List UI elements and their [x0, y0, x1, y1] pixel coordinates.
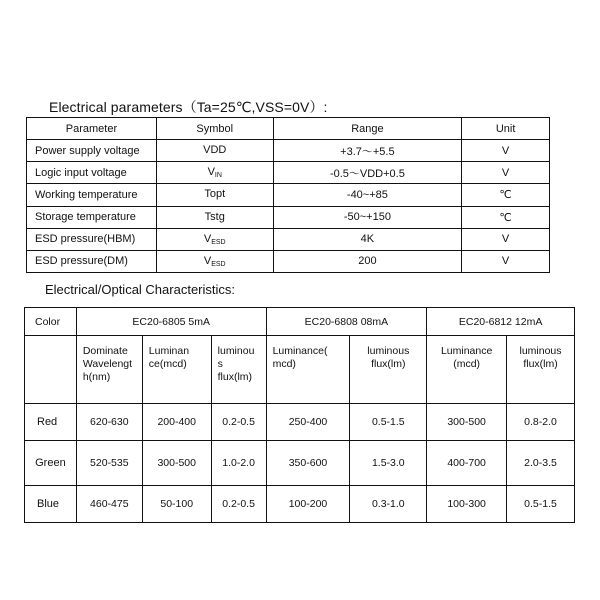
- symbol-cell: VDD: [156, 140, 273, 162]
- optical-characteristics-title: Electrical/Optical Characteristics:: [45, 282, 235, 297]
- subheader-cell: Luminan ce(mcd): [142, 336, 211, 404]
- table-row: [27, 228, 550, 250]
- value-cell: 460-475: [76, 486, 142, 523]
- param-cell: Working temperature: [27, 184, 157, 206]
- value-cell: 0.3-1.0: [350, 486, 427, 523]
- unit-cell: ℃: [462, 184, 550, 206]
- value-cell: 300-500: [142, 441, 211, 486]
- value-cell: 520-535: [76, 441, 142, 486]
- range-cell: 4K: [273, 228, 462, 250]
- electrical-parameters-table: [26, 117, 550, 273]
- symbol-cell: $V_{IN}$: [156, 162, 273, 184]
- range-cell: -50~+150: [273, 206, 462, 228]
- param-cell: Power supply voltage: [27, 140, 157, 162]
- value-cell: 200-400: [142, 404, 211, 441]
- group-header: EC20-6812 12mA: [427, 308, 575, 336]
- value-cell: 2.0-3.5: [507, 441, 575, 486]
- value-cell: 400-700: [427, 441, 507, 486]
- header-symbol: Symbol: [156, 118, 273, 140]
- value-cell: 100-300: [427, 486, 507, 523]
- group-header: EC20-6808 08mA: [266, 308, 427, 336]
- subheader-row: [25, 336, 575, 404]
- color-cell: Green: [25, 441, 77, 486]
- group-header-row: [25, 308, 575, 336]
- subheader-cell: luminou s flux(lm): [211, 336, 266, 404]
- optical-characteristics-table: [24, 307, 575, 523]
- electrical-parameters-title: Electrical parameters（Ta=25℃,VSS=0V）:: [49, 99, 328, 115]
- range-cell: -0.5～VDD+0.5: [273, 162, 462, 184]
- table-row: [25, 441, 575, 486]
- range-cell: +3.7～+5.5: [273, 140, 462, 162]
- value-cell: 620-630: [76, 404, 142, 441]
- value-cell: 0.8-2.0: [507, 404, 575, 441]
- subheader-cell: Dominate Wavelengt h(nm): [76, 336, 142, 404]
- group-header: EC20-6805 5mA: [76, 308, 266, 336]
- header-parameter: Parameter: [27, 118, 157, 140]
- value-cell: 350-600: [266, 441, 350, 486]
- value-cell: 0.2-0.5: [211, 486, 266, 523]
- subheader-cell: luminous flux(lm): [350, 336, 427, 404]
- symbol-cell: Topt: [156, 184, 273, 206]
- subheader-cell: Luminance( mcd): [266, 336, 350, 404]
- header-range: Range: [273, 118, 462, 140]
- range-cell: -40~+85: [273, 184, 462, 206]
- value-cell: 1.0-2.0: [211, 441, 266, 486]
- param-cell: Logic input voltage: [27, 162, 157, 184]
- value-cell: 0.2-0.5: [211, 404, 266, 441]
- symbol-cell: $V_{ESD}$: [156, 228, 273, 250]
- unit-cell: V: [462, 140, 550, 162]
- value-cell: 0.5-1.5: [350, 404, 427, 441]
- empty-cell: [25, 336, 77, 404]
- value-cell: 300-500: [427, 404, 507, 441]
- table-header-row: [27, 118, 550, 140]
- unit-cell: V: [462, 250, 550, 272]
- table-row: [27, 140, 550, 162]
- value-cell: 50-100: [142, 486, 211, 523]
- param-cell: ESD pressure(DM): [27, 250, 157, 272]
- table-row: [25, 486, 575, 523]
- subheader-cell: luminous flux(lm): [507, 336, 575, 404]
- symbol-cell: $V_{ESD}$: [156, 250, 273, 272]
- unit-cell: V: [462, 162, 550, 184]
- table-row: [27, 206, 550, 228]
- subheader-cell: Luminance (mcd): [427, 336, 507, 404]
- symbol-cell: Tstg: [156, 206, 273, 228]
- value-cell: 0.5-1.5: [507, 486, 575, 523]
- color-cell: Blue: [25, 486, 77, 523]
- param-cell: ESD pressure(HBM): [27, 228, 157, 250]
- table-row: [27, 250, 550, 272]
- value-cell: 1.5-3.0: [350, 441, 427, 486]
- color-cell: Red: [25, 404, 77, 441]
- unit-cell: ℃: [462, 206, 550, 228]
- param-cell: Storage temperature: [27, 206, 157, 228]
- value-cell: 250-400: [266, 404, 350, 441]
- header-color: Color: [25, 308, 77, 336]
- table-row: [25, 404, 575, 441]
- table-row: [27, 162, 550, 184]
- value-cell: 100-200: [266, 486, 350, 523]
- table-row: [27, 184, 550, 206]
- header-unit: Unit: [462, 118, 550, 140]
- unit-cell: V: [462, 228, 550, 250]
- range-cell: 200: [273, 250, 462, 272]
